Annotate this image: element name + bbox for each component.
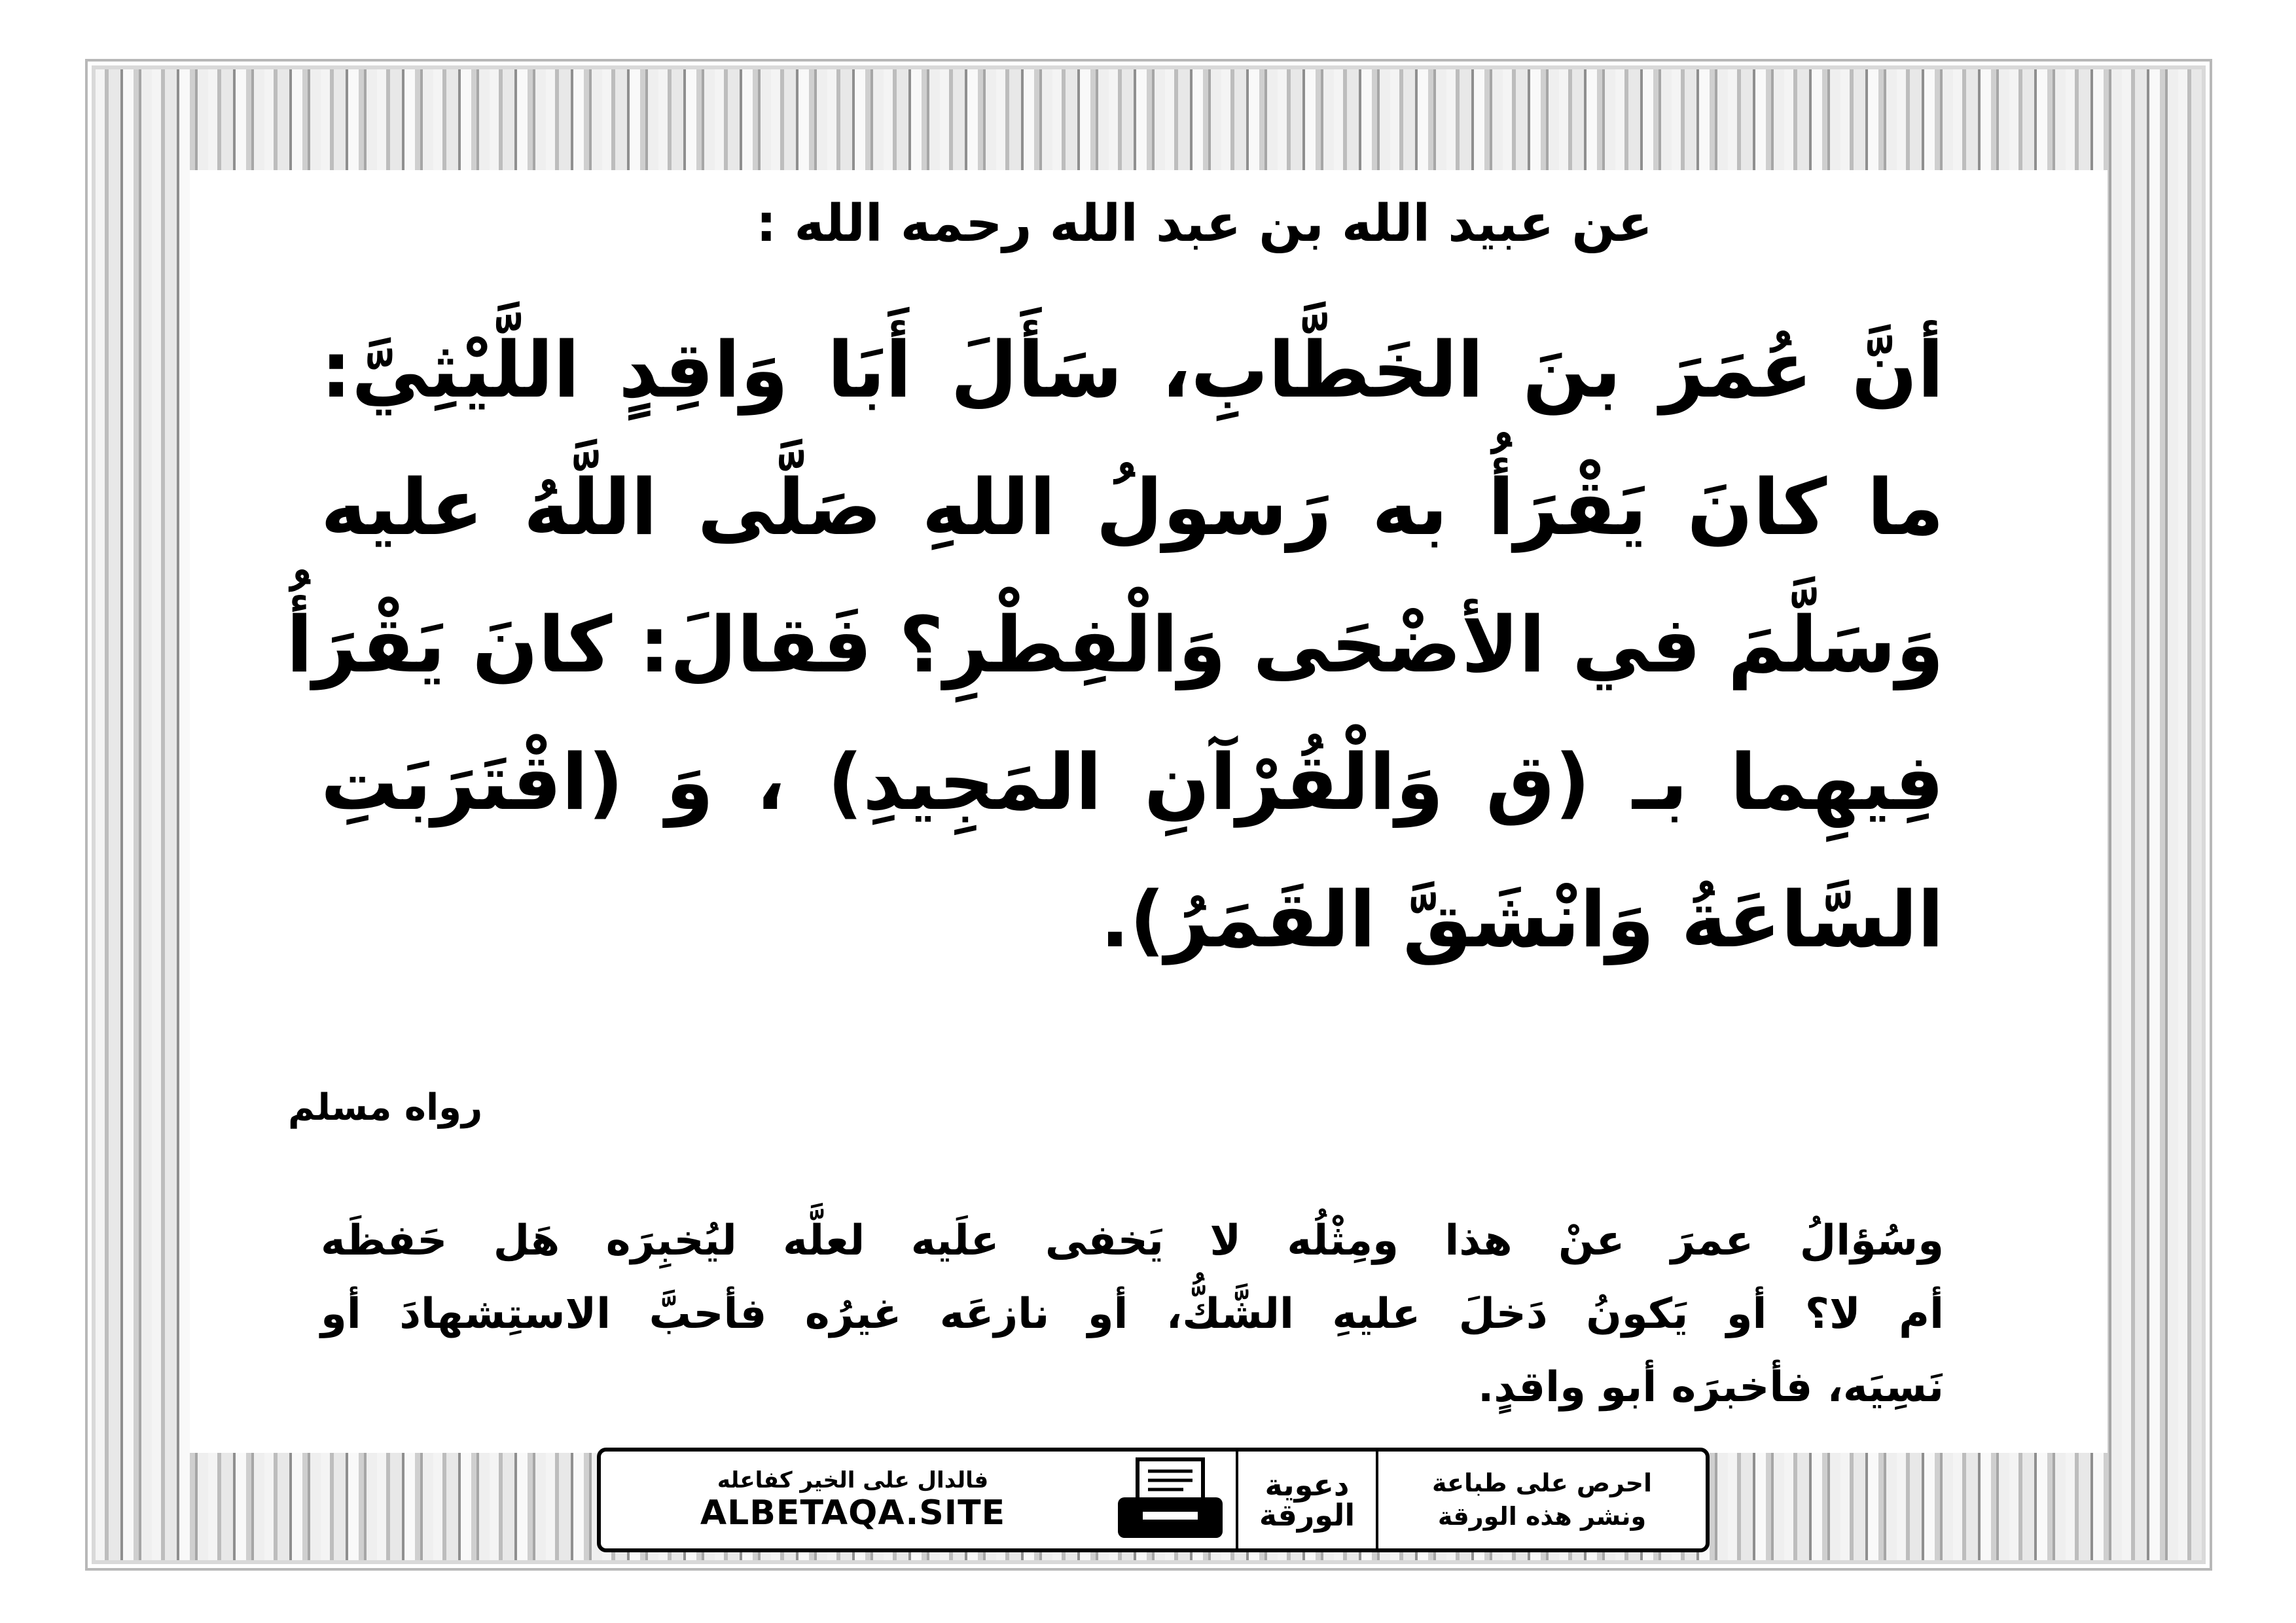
commentary-line: وسُؤالُ عمرَ عنْ هذا ومِثْلُه لا يَخفى علَيه لعلَّه ليُخبِرَه هَل حَفظَه [321,1217,1944,1265]
print-reminder [1378,1452,1706,1548]
logo-line1: دعوية [1265,1467,1350,1503]
content-panel [190,170,2108,1453]
hadith-text [286,301,1944,988]
hadith-source: رواه مسلم [288,1086,483,1129]
hadith-line: فِيهِما بـ (ق وَالْقُرْآنِ المَجِيدِ) ، وَ (اقْتَرَبَتِ [321,737,1944,827]
hadith-line: ما كانَ يَقْرَأُ به رَسولُ اللهِ صَلَّى اللَّهُ عليه [321,462,1944,552]
commentary-line: نَسِيَه، فأخبرَه أبو واقدٍ. [1477,1363,1944,1412]
hadith-narrator-intro: عن عبيد الله بن عبد الله رحمه الله : [756,194,1653,253]
print-reminder-line2: ونشر هذه الورقة [1437,1502,1647,1531]
commentary-text [321,1204,1944,1424]
calligraphy-logo [1236,1452,1378,1548]
footer-banner [597,1448,1710,1552]
hadith-line-last: السَّاعَةُ وَانْشَقَّ القَمَرُ). [1100,874,1944,965]
logo-line2: الورقة [1259,1497,1355,1533]
print-reminder-line1: احرص على طباعة [1431,1468,1653,1497]
site-block [601,1452,1105,1548]
logo-text [1259,1467,1355,1533]
printer-icon [1105,1452,1236,1548]
printer-icon-svg [1111,1454,1229,1546]
hadith-line: وَسَلَّمَ في الأضْحَى وَالْفِطْرِ؟ فَقالَ: كانَ يَقْرَأُ [286,599,1944,690]
site-tagline: فالدال على الخير كفاعله [717,1467,989,1493]
hadith-line: أنَّ عُمَرَ بنَ الخَطَّابِ، سَأَلَ أَبَا وَاقِدٍ اللَّيْثِيَّ: [321,325,1944,415]
site-url[interactable]: ALBETAQA.SITE [700,1493,1006,1533]
commentary-line: أم لا؟ أو يَكونُ دَخلَ عليهِ الشَّكُّ، أو نازعَه غيرُه فأحبَّ الاستِشهادَ أو [321,1290,1944,1338]
